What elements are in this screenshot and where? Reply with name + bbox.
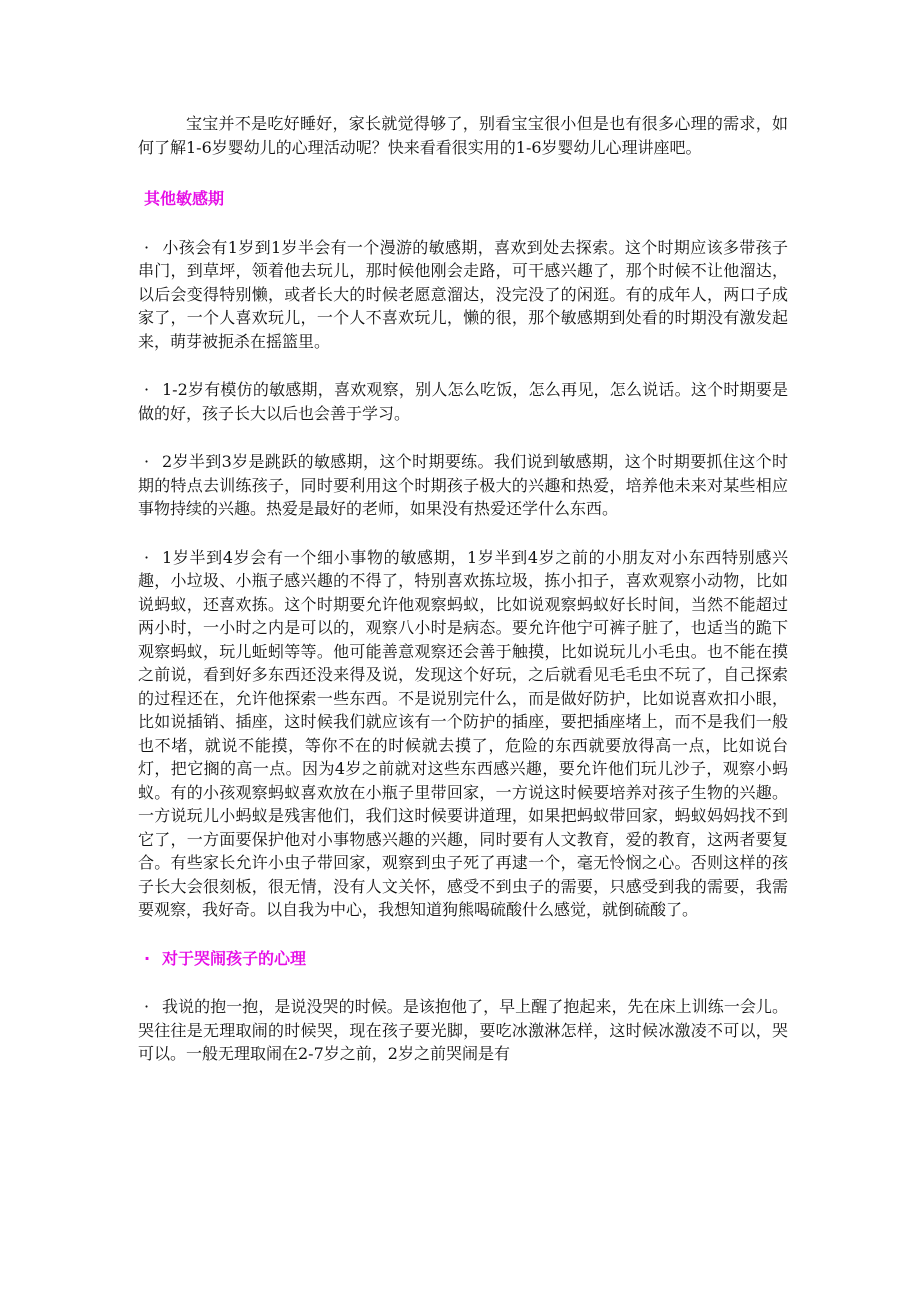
section-heading-text: 对于哭闹孩子的心理 [162,948,307,968]
list-item-text: 小孩会有1岁到1岁半会有一个漫游的敏感期，喜欢到处去探索。这个时期应该多带孩子串门，到草坪，领着他去玩儿，那时候他刚会走路，可干感兴趣了，那个时候不让他溜达，以后会变得特别懒，或者长大的时候老愿意溜达，没完没了的闲逛。有的成年人，两口子成家了，一个人喜欢玩儿，一个人不喜欢玩儿，懒的很，那个敏感期到处看的时期没有激发起来，萌芽被扼杀在摇篮里。 [138,237,788,351]
bullet-icon: · [144,547,150,567]
bullet-icon: · [144,948,151,968]
bullet-icon: · [144,997,150,1016]
section-heading-crying-child [138,947,788,971]
section-heading-sensitive-periods: 其他敏感期 [144,189,225,208]
document-page [138,112,788,1066]
list-item-text: 我说的抱一抱，是说没哭的时候。是该抱他了，早上醒了抱起来，先在床上训练一会儿。哭往往是无理取闹的时候哭，现在孩子要光脚，要吃冰激淋怎样，这时候冰激凌不可以，哭可以。一般无理取闹在2-7岁之前，2岁之前哭闹是有 [138,997,788,1063]
list-item [138,450,788,521]
intro-paragraph: 宝宝并不是吃好睡好，家长就觉得够了，别看宝宝很小但是也有很多心理的需求，如何了解1-6岁婴幼儿的心理活动呢？快来看看很实用的1-6岁婴幼儿心理讲座吧。 [138,114,788,157]
list-item-text: 1岁半到4岁会有一个细小事物的敏感期，1岁半到4岁之前的小朋友对小东西特别感兴趣，小垃圾、小瓶子感兴趣的不得了，特别喜欢拣垃圾，拣小扣子，喜欢观察小动物，比如说蚂蚁，还喜欢拣。这个时期要允许他观察蚂蚁，比如说观察蚂蚁好长时间，当然不能超过两小时，一小时之内是可以的，观察八小时是病态。要允许他宁可裤子脏了，也适当的跪下观察蚂蚁，玩儿蚯蚓等等。他可能善意观察还会善于触摸，比如说玩儿小毛虫。也不能在摸之前说，看到好多东西还没来得及说，发现这个好玩，之后就看见毛毛虫不玩了，自己探索的过程还在，允许他探索一些东西。不是说别完什么，而是做好防护，比如说喜欢扣小眼，比如说插销、插座，这时候我们就应该有一个防护的插座，要把插座堵上，而不是我们一般也不堵，就说不能摸，等你不在的时候就去摸了，危险的东西就要放得高一点，比如说台灯，把它搁的高一点。因为4岁之前就对这些东西感兴趣，要允许他们玩儿沙子，观察小蚂蚁。有的小孩观察蚂蚁喜欢放在小瓶子里带回家，一方说这时候要培养对孩子生物的兴趣。一方说玩儿小蚂蚁是残害他们，我们这时候要讲道理，如果把蚂蚁带回家，蚂蚁妈妈找不到它了，一方面要保护他对小事物感兴趣的兴趣，同时要有人文教育，爱的教育，这两者要复合。有些家长允许小虫子带回家，观察到虫子死了再逮一个，毫无怜悯之心。否则这样的孩子长大会很刻板，很无情，没有人文关怀，感受不到虫子的需要，只感受到我的需要，我需要观察，我好奇。以自我为中心，我想知道狗熊喝硫酸什么感觉，就倒硫酸了。 [138,547,788,919]
list-item-text: 1-2岁有模仿的敏感期，喜欢观察，别人怎么吃饭，怎么再见，怎么说话。这个时期要是做的好，孩子长大以后也会善于学习。 [138,380,788,423]
list-item [138,236,788,354]
list-item [138,995,788,1066]
bullet-icon: · [144,452,150,471]
list-item-text: 2岁半到3岁是跳跃的敏感期，这个时期要练。我们说到敏感期，这个时期要抓住这个时期的特点去训练孩子，同时要利用这个时期孩子极大的兴趣和热爱，培养他未来对某些相应事物持续的兴趣。热爱是最好的老师，如果没有热爱还学什么东西。 [138,452,788,518]
bullet-icon: · [144,237,150,257]
list-item [138,546,788,922]
bullet-icon: · [144,380,150,399]
list-item [138,378,788,425]
